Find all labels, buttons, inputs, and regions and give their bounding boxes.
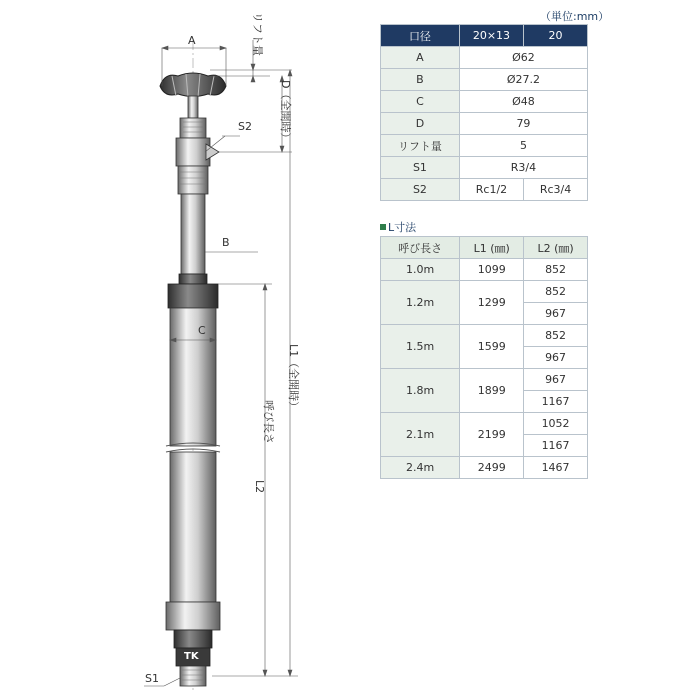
- row-name: 2.1m: [381, 413, 460, 457]
- table-row: [381, 157, 588, 179]
- casing: [166, 284, 220, 686]
- row-l2: 852: [524, 259, 588, 281]
- table-row: [381, 369, 588, 391]
- header-nominal: 呼び長さ: [381, 237, 460, 259]
- row-label: S2: [381, 179, 460, 201]
- row-label: S1: [381, 157, 460, 179]
- table-row: [381, 179, 588, 201]
- label-a: A: [188, 34, 196, 47]
- label-l2: L2: [253, 480, 266, 494]
- row-value: Rc3/4: [524, 179, 588, 201]
- table-row: [381, 113, 588, 135]
- header-l2: L2 (㎜): [524, 237, 588, 259]
- row-l1: 1599: [460, 325, 524, 369]
- row-name: 1.0m: [381, 259, 460, 281]
- lsize-table: [380, 236, 588, 479]
- table-row: [381, 91, 588, 113]
- dimension-table: [380, 24, 588, 201]
- row-label: D: [381, 113, 460, 135]
- table-row: [381, 413, 588, 435]
- row-l1: 2199: [460, 413, 524, 457]
- label-nominal: 呼び長さ: [262, 400, 275, 444]
- header-bore: 口径: [381, 25, 460, 47]
- label-lift: リフト量: [251, 12, 264, 56]
- table-header-row: [381, 237, 588, 259]
- s1-leader: [164, 678, 180, 686]
- row-value: Rc1/2: [459, 179, 523, 201]
- label-d: D（全開時）: [279, 80, 292, 144]
- row-l1: 1899: [460, 369, 524, 413]
- row-name: 1.5m: [381, 325, 460, 369]
- row-label: リフト量: [381, 135, 460, 157]
- label-s2: S2: [238, 120, 252, 133]
- handle: [160, 73, 226, 118]
- label-c: C: [198, 324, 206, 337]
- table-row: [381, 457, 588, 479]
- row-name: 1.8m: [381, 369, 460, 413]
- row-label: C: [381, 91, 460, 113]
- header-l1: L1 (㎜): [460, 237, 524, 259]
- row-value: Ø48: [459, 91, 587, 113]
- unit-note: （単位:mm）: [540, 10, 610, 23]
- label-s1: S1: [145, 672, 159, 685]
- row-l2: 967: [524, 303, 588, 325]
- row-name: 2.4m: [381, 457, 460, 479]
- row-value: R3/4: [459, 157, 587, 179]
- row-name: 1.2m: [381, 281, 460, 325]
- table-row: [381, 281, 588, 303]
- header-20: 20: [524, 25, 588, 47]
- row-l2: 1167: [524, 435, 588, 457]
- table-row: [381, 69, 588, 91]
- row-l2: 1467: [524, 457, 588, 479]
- row-label: A: [381, 47, 460, 69]
- row-l1: 1099: [460, 259, 524, 281]
- table-row: [381, 325, 588, 347]
- row-l2: 967: [524, 369, 588, 391]
- label-b: B: [222, 236, 230, 249]
- row-l2: 967: [524, 347, 588, 369]
- table-header-row: [381, 25, 588, 47]
- label-l1: L1（全開時）: [287, 344, 300, 413]
- row-l1: 1299: [460, 281, 524, 325]
- row-value: Ø27.2: [459, 69, 587, 91]
- table-row: [381, 47, 588, 69]
- lsize-title: [380, 219, 416, 235]
- section-marker-icon: [380, 224, 386, 230]
- table-row: [381, 135, 588, 157]
- valve-body: [176, 118, 219, 194]
- row-value: 79: [459, 113, 587, 135]
- row-label: B: [381, 69, 460, 91]
- upper-pipe: [179, 194, 207, 284]
- lsize-title-text: L寸法: [388, 221, 417, 234]
- row-l1: 2499: [460, 457, 524, 479]
- row-value: Ø62: [459, 47, 587, 69]
- brand-mark: TK: [184, 651, 199, 662]
- row-l2: 852: [524, 325, 588, 347]
- table-row: [381, 259, 588, 281]
- row-l2: 1052: [524, 413, 588, 435]
- row-l2: 1167: [524, 391, 588, 413]
- row-value: 5: [459, 135, 587, 157]
- row-l2: 852: [524, 281, 588, 303]
- header-20x13: 20×13: [459, 25, 523, 47]
